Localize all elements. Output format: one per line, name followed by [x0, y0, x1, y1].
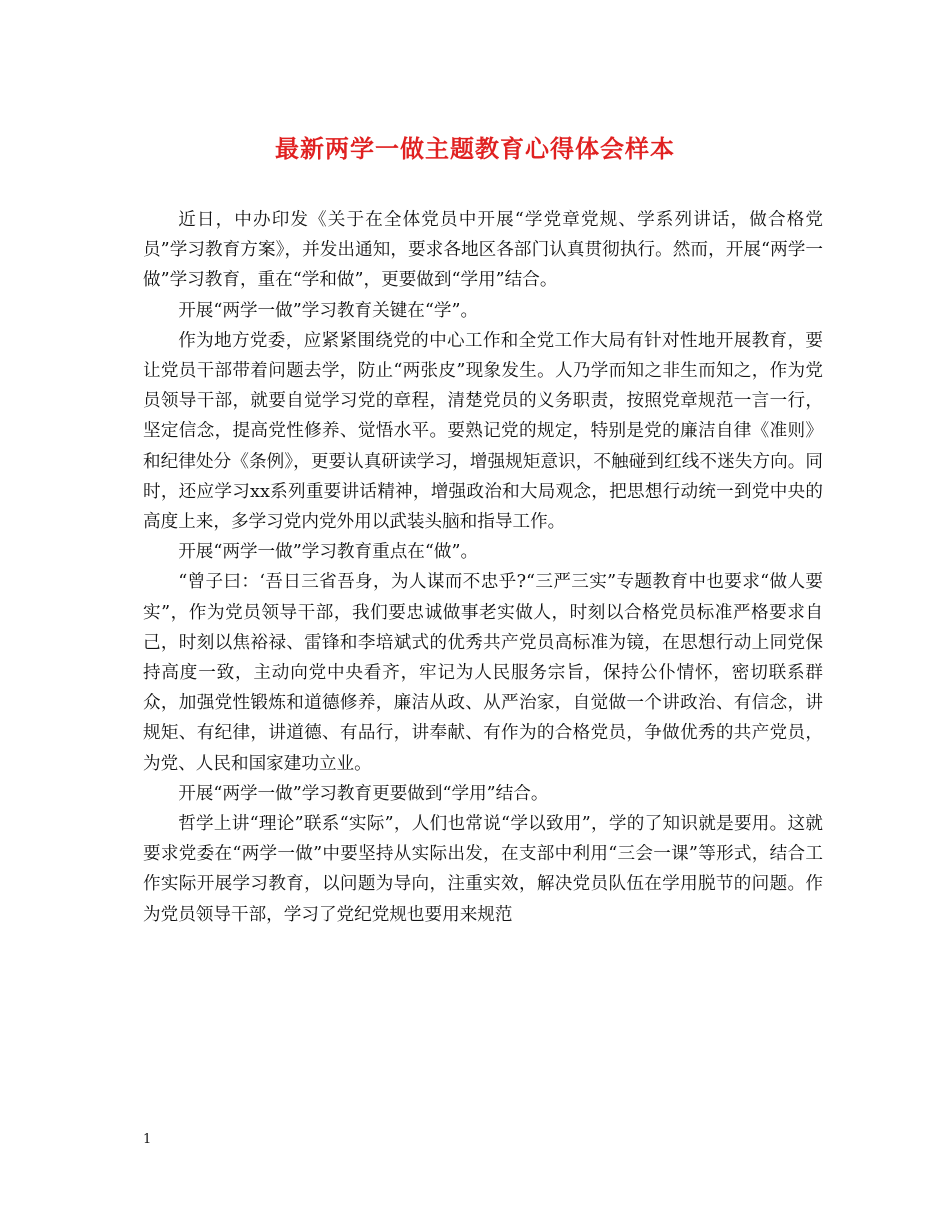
paragraph: 哲学上讲“理论”联系“实际”，人们也常说“学以致用”，学的了知识就是要用。这就要求党委在“两学一做”中要坚持从实际出发，在支部中利用“三会一课”等形式，结合工作实际开展学习教育，以问题为导向，注重实效，解决党员队伍在学用脱节的问题。作为党员领导干部，学习了党纪党规也要用来规范 [143, 814, 823, 925]
paragraph: 开展“两学一做”学习教育重点在“做”。 [178, 542, 479, 563]
paragraph: 开展“两学一做”学习教育关键在“学”。 [178, 300, 479, 321]
paragraph: 近日，中办印发《关于在全体党员中开展“学党章党规、学系列讲话，做合格党员”学习教育方案》，并发出通知，要求各地区各部门认真贯彻执行。然而，开展“两学一做”学习教育，重在“学和做”，更要做到“学用”结合。 [143, 210, 823, 291]
page-number: 1 [143, 1132, 152, 1147]
paragraph: 开展“两学一做”学习教育更要做到“学用”结合。 [178, 783, 549, 804]
document-title: 最新两学一做主题教育心得体会样本 [275, 134, 675, 163]
paragraph: 作为地方党委，应紧紧围绕党的中心工作和全党工作大局有针对性地开展教育，要让党员干部带着问题去学，防止“两张皮”现象发生。人乃学而知之非生而知之，作为党员领导干部，就要自觉学习党的章程，清楚党员的义务职责，按照党章规范一言一行，坚定信念，提高党性修养、觉悟水平。要熟记党的规定，特别是党的廉洁自律《准则》和纪律处分《条例》，更要认真研读学习，增强规矩意识，不触碰到红线不迷失方向。同时，还应学习xx系列重要讲话精神，增强政治和大局观念，把思想行动统一到党中央的高度上来，多学习党内党外用以武装头脑和指导工作。 [143, 330, 823, 533]
paragraph: “曾子曰：‘吾日三省吾身，为人谋而不忠乎?“三严三实”专题教育中也要求“做人要实”，作为党员领导干部，我们要忠诚做事老实做人，时刻以合格党员标准严格要求自己，时刻以焦裕禄、雷锋和李培斌式的优秀共产党员高标准为镜，在思想行动上同党保持高度一致，主动向党中央看齐，牢记为人民服务宗旨，保持公仆情怀，密切联系群众，加强党性锻炼和道德修养，廉洁从政、从严治家，自觉做一个讲政治、有信念，讲规矩、有纪律，讲道德、有品行，讲奉献、有作为的合格党员，争做优秀的共产党员，为党、人民和国家建功立业。 [143, 572, 823, 774]
document-body [143, 205, 823, 930]
